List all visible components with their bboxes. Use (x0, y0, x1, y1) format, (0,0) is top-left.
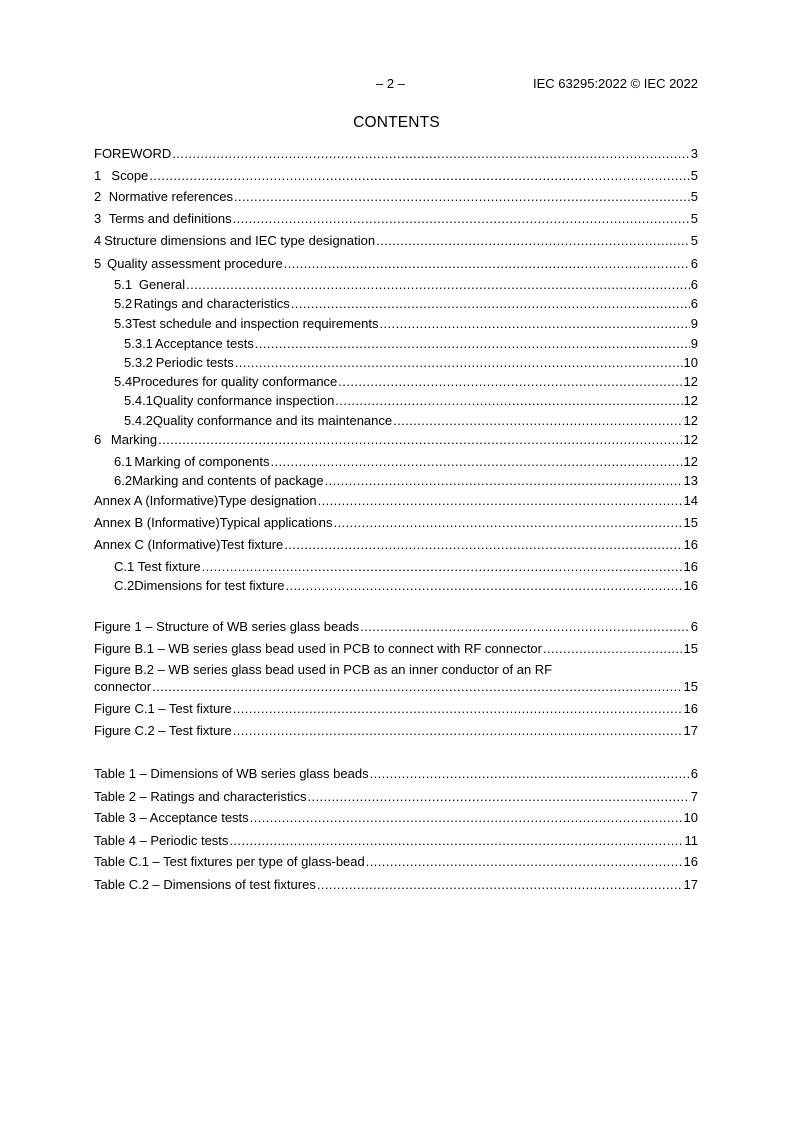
toc-page: 10 (683, 355, 698, 370)
toc-number: 5.3.1 (124, 336, 153, 351)
toc-label: Marking of components (134, 454, 270, 469)
toc-label: Typical applications (219, 515, 333, 530)
toc-number: Annex C (Informative) (94, 537, 221, 552)
toc-entry-annex[interactable] (94, 537, 698, 553)
figure-page: 16 (683, 701, 698, 716)
toc-page: 16 (683, 537, 698, 552)
figure-label: Figure B.2 – WB series glass bead used in PCB as an inner conductor of an RF (94, 662, 553, 677)
toc-number: 5.1 (114, 277, 133, 292)
figure-entry[interactable] (94, 701, 698, 717)
toc-entry-foreword[interactable] (94, 146, 698, 162)
table-entry[interactable] (94, 854, 698, 870)
toc-entry[interactable] (94, 277, 698, 293)
figure-entry[interactable] (94, 619, 698, 635)
table-label: Table 2 – Ratings and characteristics (94, 789, 307, 804)
table-label: Table C.1 – Test fixtures per type of glass-bead (94, 854, 365, 869)
page-header (94, 76, 698, 92)
toc-entry[interactable] (94, 316, 698, 332)
toc-label: Ratings and characteristics (133, 296, 290, 311)
toc-page: 15 (683, 515, 698, 530)
table-page: 16 (683, 854, 698, 869)
toc-number: 5.4.2 (124, 413, 153, 428)
toc-label: Acceptance tests (154, 336, 254, 351)
table-entry[interactable] (94, 877, 698, 893)
toc-page: 6 (690, 256, 698, 271)
toc-label: Procedures for quality conformance (132, 374, 338, 389)
toc-page: 16 (683, 578, 698, 593)
toc-entry[interactable] (94, 432, 698, 448)
toc-label: Quality conformance inspection (152, 393, 335, 408)
table-entry[interactable] (94, 810, 698, 826)
toc-entry[interactable] (94, 211, 698, 227)
table-entry[interactable] (94, 789, 698, 805)
toc-label: Normative references (108, 189, 233, 204)
table-label: Table 4 – Periodic tests (94, 833, 229, 848)
toc-number: Annex A (Informative) (94, 493, 219, 508)
toc-number: 5.2 (114, 296, 133, 311)
toc-page: 12 (683, 454, 698, 469)
table-label: Table C.2 – Dimensions of test fixtures (94, 877, 316, 892)
toc-entry[interactable] (94, 189, 698, 205)
toc-page: 5 (690, 189, 698, 204)
toc-entry-annex[interactable] (94, 515, 698, 531)
toc-number: 6 (94, 432, 102, 447)
table-page: 10 (683, 810, 698, 825)
toc-entry[interactable] (94, 413, 698, 429)
toc-number: 5.3 (114, 316, 133, 331)
toc-label: Periodic tests (155, 355, 234, 370)
toc-page: 5 (690, 211, 698, 226)
toc-number: 2 (94, 189, 102, 204)
toc-label: FOREWORD (94, 146, 172, 161)
toc-page: 12 (683, 432, 698, 447)
toc-entry[interactable] (94, 473, 698, 489)
toc-number: 4 (94, 233, 102, 248)
toc-label: General (138, 277, 186, 292)
table-page: 11 (684, 833, 698, 848)
figure-entry[interactable] (94, 723, 698, 739)
toc-page: 5 (690, 233, 698, 248)
toc-entry[interactable] (94, 393, 698, 409)
figure-page: 6 (690, 619, 698, 634)
toc-entry[interactable] (94, 296, 698, 312)
toc-page: 9 (690, 336, 698, 351)
table-page: 17 (683, 877, 698, 892)
toc-page: 14 (683, 493, 698, 508)
table-label: Table 3 – Acceptance tests (94, 810, 249, 825)
toc-entry[interactable] (94, 559, 698, 575)
toc-number: 5.4.1 (124, 393, 153, 408)
figure-entry[interactable] (94, 641, 698, 657)
table-label: Table 1 – Dimensions of WB series glass beads (94, 766, 369, 781)
figure-page: 15 (683, 641, 698, 656)
figure-page: 17 (683, 723, 698, 738)
toc-entry[interactable] (94, 168, 698, 184)
toc-page: 12 (683, 374, 698, 389)
toc-entry[interactable] (94, 374, 698, 390)
toc-page: 5 (690, 168, 698, 183)
toc-number: Annex B (Informative) (94, 515, 220, 530)
toc-number: C.1 (114, 559, 135, 574)
toc-label: Test fixture (137, 559, 201, 574)
figure-page: 15 (683, 679, 698, 694)
figure-label-continuation: connector (94, 679, 152, 694)
toc-label: Test fixture (220, 537, 284, 552)
toc-entry-annex[interactable] (94, 493, 698, 509)
figure-label: Figure 1 – Structure of WB series glass beads (94, 619, 360, 634)
toc-label: Scope (111, 168, 149, 183)
table-page: 6 (690, 766, 698, 781)
figure-label: Figure C.1 – Test fixture (94, 701, 232, 716)
page-number: – 2 – (376, 76, 405, 91)
toc-number: 6.2 (114, 473, 133, 488)
toc-number: 5.3.2 (124, 355, 153, 370)
toc-label: Marking and contents of package (132, 473, 324, 488)
figure-entry-multiline[interactable] (94, 662, 698, 695)
table-entry[interactable] (94, 766, 698, 782)
toc-entry[interactable] (94, 578, 698, 594)
toc-label: Test schedule and inspection requirements (132, 316, 379, 331)
toc-entry[interactable] (94, 336, 698, 352)
toc-number: 5.4 (114, 374, 133, 389)
toc-page: 3 (690, 146, 698, 161)
toc-page: 12 (683, 393, 698, 408)
table-entry[interactable] (94, 833, 698, 849)
toc-entry[interactable] (94, 233, 698, 249)
toc-label: Marking (110, 432, 158, 447)
toc-label: Type designation (218, 493, 317, 508)
figure-label: Figure C.2 – Test fixture (94, 723, 232, 738)
toc-number: 3 (94, 211, 102, 226)
toc-label: Terms and definitions (108, 211, 232, 226)
toc-entry[interactable] (94, 256, 698, 272)
toc-number: C.2 (114, 578, 135, 593)
figure-label-continuation-row (94, 679, 698, 695)
toc-label: Quality conformance and its maintenance (152, 413, 393, 428)
toc-page: 9 (690, 316, 698, 331)
toc-page: 6 (690, 296, 698, 311)
figure-label: Figure B.1 – WB series glass bead used in PCB to connect with RF connector (94, 641, 542, 656)
toc-entry[interactable] (94, 454, 698, 470)
toc-number: 6.1 (114, 454, 133, 469)
page-title: CONTENTS (353, 114, 440, 131)
toc-label: Quality assessment procedure (107, 256, 283, 271)
toc-page: 6 (690, 277, 698, 292)
table-page: 7 (690, 789, 698, 804)
document-id: IEC 63295:2022 © IEC 2022 (533, 76, 698, 91)
toc-page: 13 (683, 473, 698, 488)
toc-number: 1 (94, 168, 102, 183)
toc-page: 16 (683, 559, 698, 574)
toc-label: Dimensions for test fixture (134, 578, 285, 593)
toc-entry[interactable] (94, 355, 698, 371)
toc-number: 5 (94, 256, 102, 271)
toc-page: 12 (683, 413, 698, 428)
toc-label: Structure dimensions and IEC type designation (104, 233, 376, 248)
